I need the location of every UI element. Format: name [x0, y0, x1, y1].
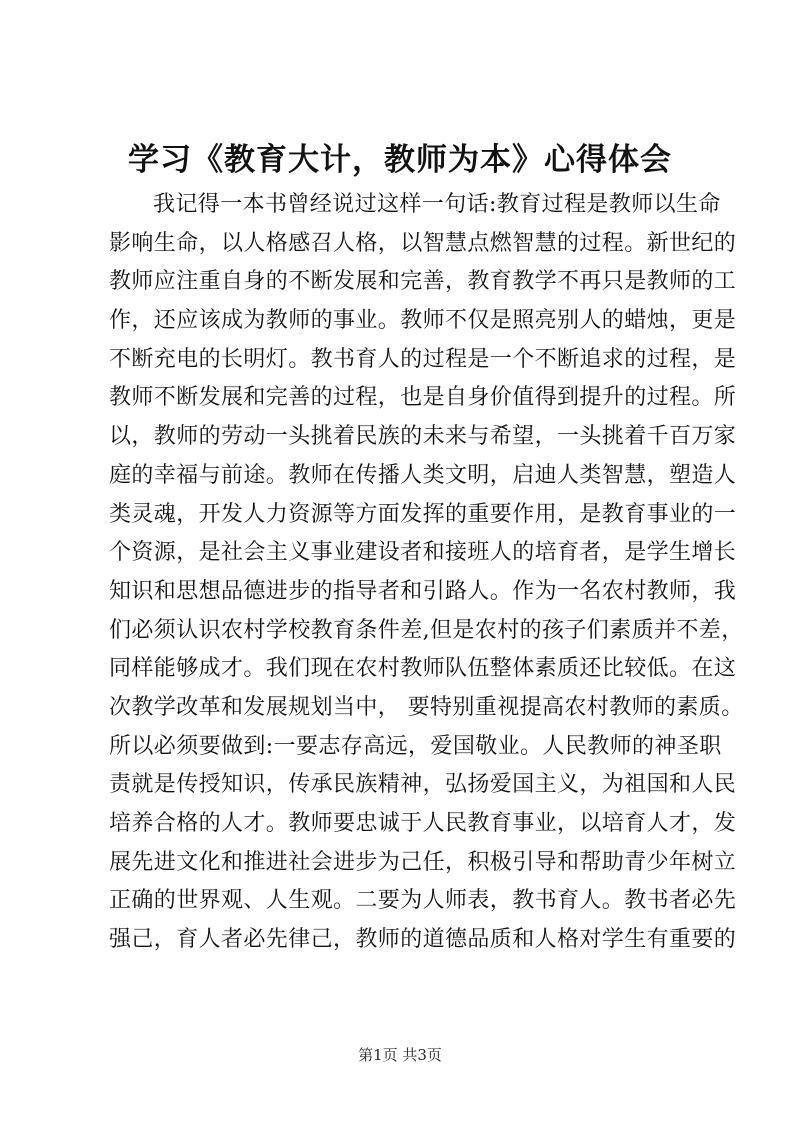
body-paragraph — [109, 186, 744, 960]
page-number-footer: 第1页 共3页 — [358, 1046, 442, 1064]
text-line: 次教学改革和发展规划当中， 要特别重视提高农村教师的素质。 — [109, 694, 744, 720]
text-line: 以，教师的劳动一头挑着民族的未来与希望，一头挑着千百万家 — [109, 424, 737, 450]
text-line: 正确的世界观、人生观。二要为人师表，教书育人。教书者必先 — [109, 888, 737, 914]
text-line: 同样能够成才。我们现在农村教师队伍整体素质还比较低。在这 — [109, 656, 737, 682]
text-line: 展先进文化和推进社会进步为己任，积极引导和帮助青少年树立 — [109, 849, 737, 875]
text-line: 强己，育人者必先律己，教师的道德品质和人格对学生有重要的 — [109, 927, 737, 953]
text-line: 个资源，是社会主义事业建设者和接班人的培育者，是学生增长 — [109, 540, 737, 566]
text-line: 庭的幸福与前途。教师在传播人类文明，启迪人类智慧，塑造人 — [109, 462, 737, 488]
text-line: 教师不断发展和完善的过程，也是自身价值得到提升的过程。所 — [109, 385, 737, 411]
page-title: 学习《教育大计，教师为本》心得体会 — [128, 142, 672, 178]
text-line: 所以必须要做到:一要志存高远，爱国敬业。人民教师的神圣职 — [109, 733, 722, 759]
text-line: 们必须认识农村学校教育条件差,但是农村的孩子们素质并不差， — [109, 617, 744, 643]
text-line: 类灵魂，开发人力资源等方面发挥的重要作用，是教育事业的一 — [109, 501, 737, 527]
text-line: 责就是传授知识，传承民族精神，弘扬爱国主义，为祖国和人民 — [109, 772, 737, 798]
text-line: 作，还应该成为教师的事业。教师不仅是照亮别人的蜡烛，更是 — [109, 308, 737, 334]
text-line: 知识和思想品德进步的指导者和引路人。作为一名农村教师，我 — [109, 578, 737, 604]
text-line: 教师应注重自身的不断发展和完善，教育教学不再只是教师的工 — [109, 269, 737, 295]
text-line: 影响生命，以人格感召人格，以智慧点燃智慧的过程。新世纪的 — [109, 230, 737, 256]
text-line: 培养合格的人才。教师要忠诚于人民教育事业，以培育人才，发 — [109, 811, 737, 836]
text-line: 不断充电的长明灯。教书育人的过程是一个不断追求的过程，是 — [109, 346, 737, 372]
text-line: 我记得一本书曾经说过这样一句话:教育过程是教师以生命 — [153, 192, 721, 217]
